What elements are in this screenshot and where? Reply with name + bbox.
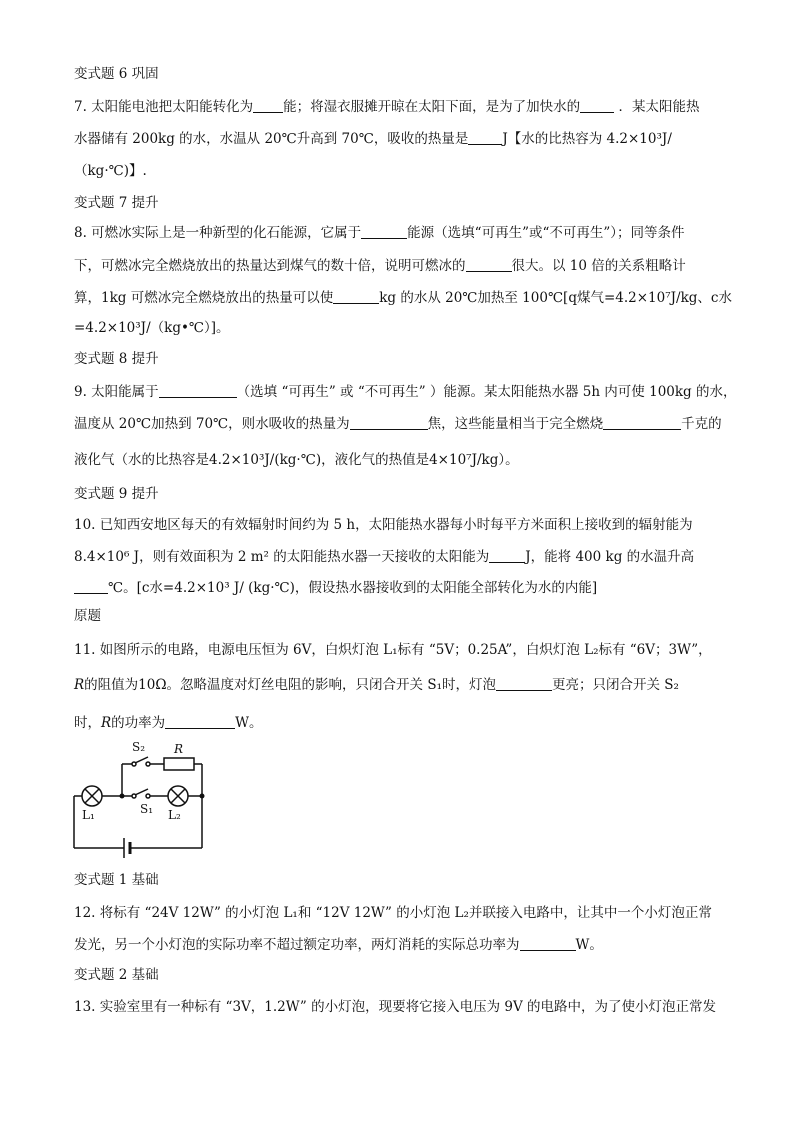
answer-blank[interactable] [253, 98, 283, 113]
question-12-line-2: 发光，另一个小灯泡的实际功率不超过额定功率，两灯消耗的实际总功率为 W。 [74, 937, 603, 953]
question-9-line-1: 9. 太阳能属于 （选填 “可再生” 或 “不可再生” ）能源。某太阳能热水器 5h 内可使 100kg 的水， [74, 384, 737, 400]
question-10-line-3: ℃。[c水=4.2×10³ J/ (kg·℃)，假设热水器接收到的太阳能全部转化为水的内能] [74, 578, 597, 598]
answer-blank[interactable] [520, 936, 576, 951]
answer-blank[interactable] [489, 548, 525, 563]
section-label: 变式题 2 基础 [74, 967, 159, 983]
answer-blank[interactable] [350, 415, 428, 430]
battery-symbol [124, 838, 130, 858]
question-7-line-2: 水器储有 200kg 的水，水温从 20℃升高到 70℃，吸收的热量是 J【水的比热容为 4.2×10³J/ [74, 131, 672, 147]
answer-blank[interactable] [580, 98, 614, 113]
answer-blank[interactable] [603, 415, 681, 430]
section-label: 变式题 8 提升 [74, 351, 159, 367]
question-10-line-2: 8.4×10⁶ J，则有效面积为 2 m² 的太阳能热水器一天接收的太阳能为 J，能将 400 kg 的水温升高 [74, 549, 695, 565]
question-8-line-1: 8. 可燃冰实际上是一种新型的化石能源，它属于 能源（选填“可再生”或“不可再生”）；同等条件 [74, 225, 685, 241]
circuit-diagram [66, 738, 216, 860]
question-11-line-2: R的阻值为10Ω。忽略温度对灯丝电阻的影响，只闭合开关 S₁时，灯泡 更亮；只闭合开关 S₂ [74, 677, 679, 693]
section-label: 变式题 7 提升 [74, 195, 159, 211]
section-label: 变式题 9 提升 [74, 486, 159, 502]
question-7-line-3: （kg·℃)】. [74, 163, 147, 179]
formula-heat-value: 4×10⁷J/kg [429, 452, 499, 468]
formula-specific-heat: 4.2×10³J/(kg·℃) [209, 452, 322, 468]
question-11-line-1: 11. 如图所示的电路，电源电压恒为 6V，白炽灯泡 L₁标有 “5V；0.25A”，白炽灯泡 L₂标有 “6V；3W”， [74, 642, 712, 658]
resistor-r [164, 758, 194, 770]
junction-dot [200, 794, 205, 799]
answer-blank[interactable] [468, 130, 502, 145]
resistance-value: 10Ω [138, 677, 167, 693]
section-label: 变式题 6 巩固 [74, 66, 159, 82]
question-8-line-2: 下，可燃冰完全燃烧放出的热量达到煤气的数十倍，说明可燃冰的 很大。以 10 倍的关系粗略计 [74, 258, 686, 274]
section-label: 变式题 1 基础 [74, 872, 159, 888]
answer-blank[interactable] [496, 676, 552, 691]
answer-blank[interactable] [333, 289, 379, 304]
question-8-line-4: =4.2×10³J/（kg•℃）]。 [74, 320, 230, 336]
label-r: R [174, 742, 184, 756]
answer-blank[interactable] [74, 579, 108, 594]
question-12-line-1: 12. 将标有 “24V 12W” 的小灯泡 L₁和 “12V 12W” 的小灯泡 L₂并联接入电路中，让其中一个小灯泡正常 [74, 905, 712, 921]
question-10-line-1: 10. 已知西安地区每天的有效辐射时间约为 5 h，太阳能热水器每小时每平方米面积上接收到的辐射能为 [74, 517, 693, 533]
label-s1: S₁ [140, 802, 154, 816]
answer-blank[interactable] [361, 224, 407, 239]
lamp-l1 [82, 786, 102, 806]
answer-blank[interactable] [165, 714, 235, 729]
lamp-l2 [168, 786, 188, 806]
junction-dot [120, 794, 125, 799]
question-8-line-3: 算，1kg 可燃冰完全燃烧放出的热量可以使 kg 的水从 20℃加热至 100℃[q煤气=4.2×10⁷J/kg、c水 [74, 290, 732, 306]
switch-s1 [132, 789, 150, 798]
label-l1: L₁ [82, 808, 95, 822]
section-label: 原题 [74, 608, 101, 624]
label-l2: L₂ [168, 808, 181, 822]
answer-blank[interactable] [159, 383, 237, 398]
label-s2: S₂ [132, 740, 146, 754]
question-9-line-3: 液化气（水的比热容是4.2×10³J/(kg·℃)，液化气的热值是4×10⁷J/kg）。 [74, 452, 519, 468]
question-13-line-1: 13. 实验室里有一种标有 “3V，1.2W” 的小灯泡，现要将它接入电压为 9V 的电路中，为了使小灯泡正常发 [74, 999, 717, 1015]
answer-blank[interactable] [466, 257, 512, 272]
question-9-line-2: 温度从 20℃加热到 70℃，则水吸收的热量为 焦，这些能量相当于完全燃烧 千克的 [74, 416, 722, 432]
switch-s2 [132, 757, 150, 766]
question-11-line-3: 时，R的功率为 W。 [74, 715, 263, 731]
question-7-line-1: 7. 太阳能电池把太阳能转化为 能；将湿衣服摊开晾在太阳下面，是为了加快水的 ．某太阳能热 [74, 99, 700, 115]
